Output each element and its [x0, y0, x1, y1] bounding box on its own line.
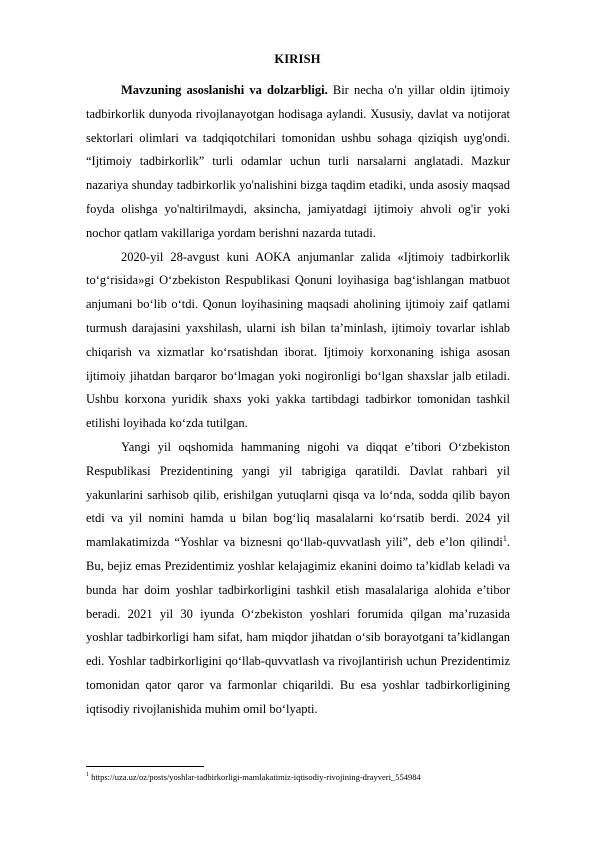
paragraph-text: Bir necha o'n yillar oldin ijtimoiy tadbirkorlik dunyoda rivojlanayotgan hodisaga aylandi. Xususiy, davlat va notijorat sektorlari olimlari va tadqiqotchilari tomonidan ushbu sohaga qiziqish uyg'ondi. “Ijtimoiy tadbirkorlik” turli odamlar uchun turli narsalarni anglatadi. Mazkur nazariya shunday tadbirkorlik yo'nalishini bizga taqdim etadiki, unda asosiy maqsad foyda olishga yo'naltirilmaydi, aksincha, jamiyatdagi ijtimoiy ahvoli og'ir yoki nochor qatlam vakillariga yordam berishni nazarda tutadi.: [86, 83, 510, 240]
paragraph-text: . Bu, bejiz emas Prezidentimiz yoshlar kelajagimiz ekanini doimo ta’kidlab keladi va bunda har doim yoshlar tadbirkorligini tashkil etish masalalariga alohida e’tibor beradi. 2021 yil 30 iyunda O‘zbekiston yoshlari forumida qilgan ma’ruzasida yoshlar tadbirkorligi ham sifat, ham miqdor jihatdan o‘sib borayotgani ta’kidlangan edi. Yoshlar tadbirkorligini qo‘llab-quvvatlash va rivojlantirish uchun Prezidentimiz tomonidan qator qaror va farmonlar chiqarildi. Bu esa yoshlar tadbirkorligining iqtisodiy rivojlanishida muhim omil bo‘lyapti.: [86, 535, 510, 716]
paragraph-text: 2020-yil 28-avgust kuni AOKA anjumanlar zalida «Ijtimoiy tadbirkorlik to‘g‘risida»gi O‘zbekiston Respublikasi Qonuni loyihasiga bag‘ishlangan matbuot anjumani bo‘lib o‘tdi. Qonun loyihasining maqsadi aholining ijtimoiy zaif qatlami turmush darajasini yaxshilash, ularni ish bilan ta’minlash, ijtimoiy tovarlar ishlab chiqarish va xizmatlar ko‘rsatishdan iborat. Ijtimoiy korxonaning ishiga asosan ijtimoiy jihatdan barqaror bo‘lmagan yoki nogironligi bo‘lgan shaxslar jalb etiladi. Ushbu korxona yuridik shaxs yoki yakka tartibdagi tadbirkor tomonidan tashkil etilishi loyihada ko‘zda tutilgan.: [86, 249, 510, 431]
paragraph-relevance: [86, 79, 510, 246]
body-text: [86, 79, 510, 722]
page-title: KIRISH: [274, 52, 321, 66]
paragraph-law-draft: [86, 246, 510, 436]
footnote-reference[interactable]: 1: [502, 533, 507, 543]
footnote: [86, 772, 526, 783]
footnote-mark: 1: [86, 772, 89, 779]
section-heading: Mavzuning asoslanishi va dolzarbligi.: [121, 83, 328, 97]
paragraph-youth-year: [86, 436, 510, 722]
footnote-link[interactable]: https://uza.uz/oz/posts/yoshlar-tadbirkorligi-mamlakatimiz-iqtisodiy-rivojining-drayveri_554984: [89, 772, 421, 782]
footnote-divider: [86, 766, 204, 767]
paragraph-text: Yangi yil oqshomida hammaning nigohi va diqqat e’tibori O‘zbekiston Respublikasi Prezidentining yangi yil tabrigiga qaratildi. Davlat rahbari yil yakunlarini sarhisob qilib, erishilgan yutuqlarni qisqa va lo‘nda, sodda qilib bayon etdi va yil nomini hamda u bilan bog‘liq masalalarni ko‘rsatib berdi. 2024 yil mamlakatimizda “Yoshlar va biznesni qo‘llab-quvvatlash yili”, deb e’lon qilindi: [86, 439, 510, 550]
